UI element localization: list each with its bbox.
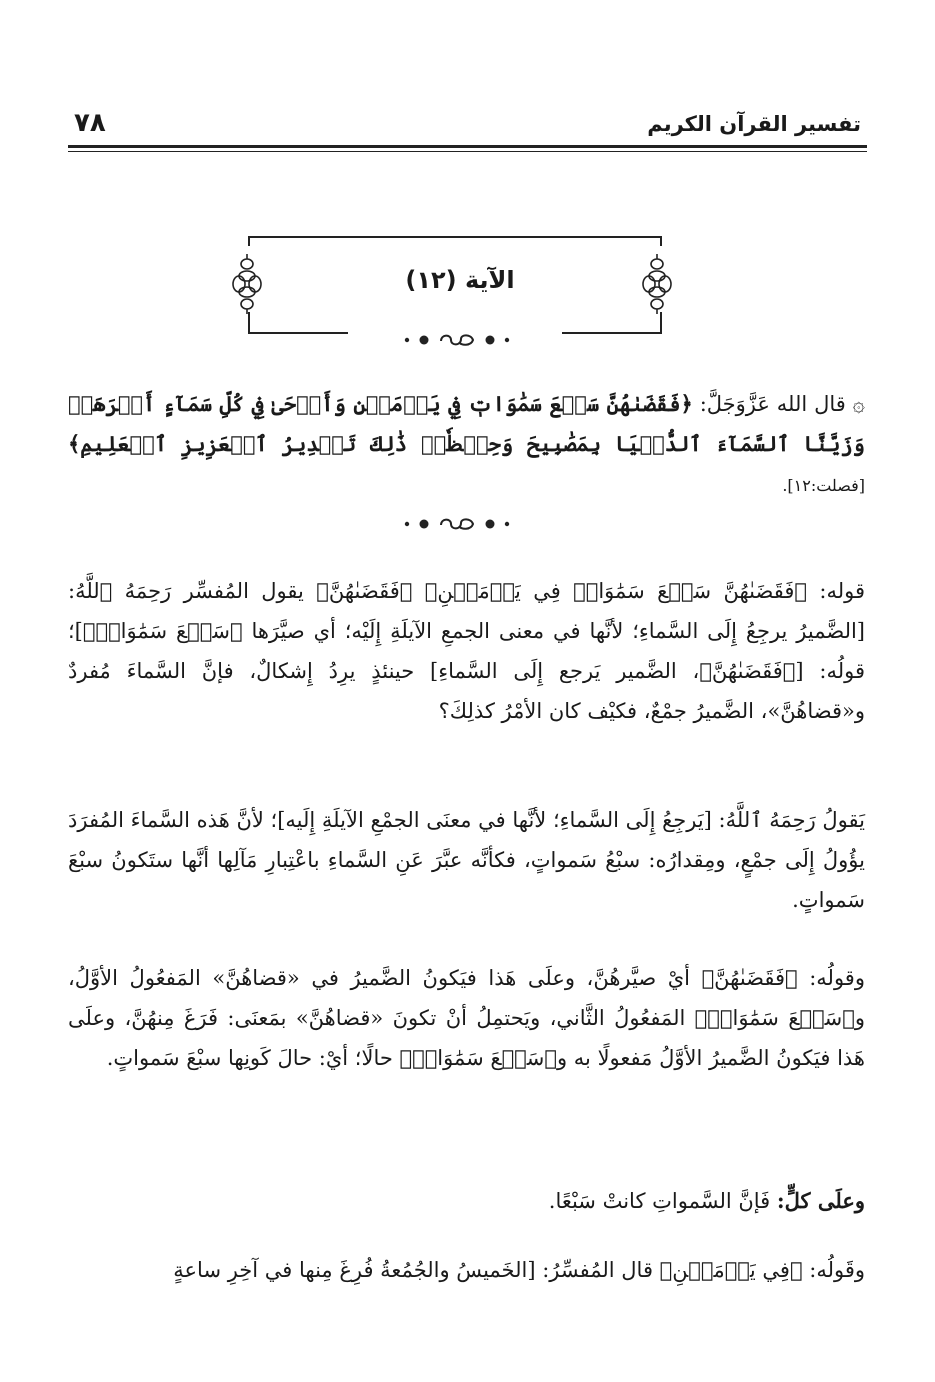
verse-mark: ۞ <box>852 392 865 416</box>
frame-top-line <box>248 236 662 238</box>
commentary-paragraph-1: قوله: ﴿فَقَضَىٰهُنَّ سَبۡعَ سَمَٰوَاتٖ فِي يَوۡمَيۡنِ﴾ ﴿فَقَضَىٰهُنَّ﴾ يقول المُفسِّر رَحِمَهُ ٱللَّهُ: [الضَّميرُ يرجِعُ إِلَى السَّماءِ؛ لأنَّها في معنى الجمعِ الآيلَةِ إِلَيْه؛ أي صيَّرَها ﴿سَبۡعَ سَمَٰوَاتٖ﴾]؛ قولُه: [﴿فَقَضَىٰهُنَّ﴾، الضَّمير يَرجع إِلَى السَّماءِ] حينئذٍ يرِدُ إِشكالٌ، فإنَّ السَّماءَ مُفردٌ و«قضاهُنَّ»، الضَّميرُ جمْعٌ، فكيْف كان الأمْرُ كذلِكَ؟ <box>68 579 865 723</box>
frame-bottom-left-line <box>248 332 348 334</box>
section-title: الآية (١٢) <box>405 266 515 294</box>
header-rule-thick <box>68 145 867 148</box>
verse-intro: قال الله عَزَّوَجَلَّ: <box>699 392 846 416</box>
verse-reference: [فصلت:١٢]. <box>782 476 865 495</box>
frame-bottom-right-line <box>562 332 662 334</box>
frame-right-tick <box>660 236 662 246</box>
running-header <box>68 108 867 144</box>
commentary-paragraph-4 <box>68 1181 865 1221</box>
commentary-paragraph-5: وقَولُه: ﴿فِي يَوۡمَيۡنِ﴾ قال المُفسِّرُ: [الخَميسُ والجُمُعةُ فُرِغَ مِنها في آخِرِ ساعةٍ <box>173 1258 865 1282</box>
frame-left-tick <box>248 236 250 246</box>
book-title: تفسير القرآن الكريم <box>647 112 861 136</box>
ornament-knot-left-icon <box>230 252 264 316</box>
ornament-divider-icon <box>397 514 517 534</box>
ornament-knot-right-icon <box>640 252 674 316</box>
paragraph-4-lead: وعلَى كلٍّ: <box>776 1188 865 1213</box>
page-number: ٧٨ <box>74 108 106 138</box>
ornament-divider-icon <box>397 330 517 350</box>
header-rule-thin <box>68 151 867 152</box>
commentary-paragraph-2: يَقولُ رَحِمَهُ ٱللَّهُ: [يَرجِعُ إِلَى السَّماءِ؛ لأنَّها في معنَى الجمْعِ الآيلَةِ إِلَيه]؛ لأنَّ هَذه السَّماءَ المُفرَدَ يؤُولُ إِلَى جمْعٍ، ومِقدارُه: سبْعُ سَمواتٍ، فكأنَّه عبَّرَ عَنِ السَّماءِ باعْتِبارِ مَآلِها أنَّها ستَكونُ سبْعَ سَمواتٍ. <box>68 808 865 912</box>
paragraph-4-rest: فَإنَّ السَّمواتِ كانتْ سَبْعًا. <box>548 1189 771 1213</box>
verse-text: ﴿فَقَضَىٰهُنَّ سَبۡعَ سَمَٰوَاتٖ فِي يَوۡمَيۡنِ وَأَوۡحَىٰ فِي كُلِّ سَمَآءٍ أَمۡرَهَاۚ وَزَيَّنَّا ٱلسَّمَآءَ ٱلدُّنۡيَا بِمَصَٰبِيحَ وَحِفۡظٗاۚ ذَٰلِكَ تَقۡدِيرُ ٱلۡعَزِيزِ ٱلۡعَلِيمِ﴾ <box>68 391 865 456</box>
verse-paragraph <box>68 384 865 506</box>
commentary-paragraph-3: وقولُه: ﴿فَقَضَىٰهُنَّ﴾ أيْ صيَّرهُنَّ، وعلَى هَذا فيَكونُ الضَّميرُ في «قضاهُنَّ» المَفعُولُ الأوَّلُ، و﴿سَبۡعَ سَمَٰوَاتٖ﴾ المَفعُولُ الثَّاني، ويَحتمِلُ أنْ تكونَ «قضاهُنَّ» بمَعنَى: فَرَغَ مِنهُنَّ، وعلَى هَذا فيَكونُ الضَّميرُ الأوَّلُ مَفعولًا به و﴿سَبۡعَ سَمَٰوَاتٖ﴾ حالًا؛ أيْ: حالَ كَونِها سبْعَ سَمواتٍ. <box>68 966 865 1070</box>
